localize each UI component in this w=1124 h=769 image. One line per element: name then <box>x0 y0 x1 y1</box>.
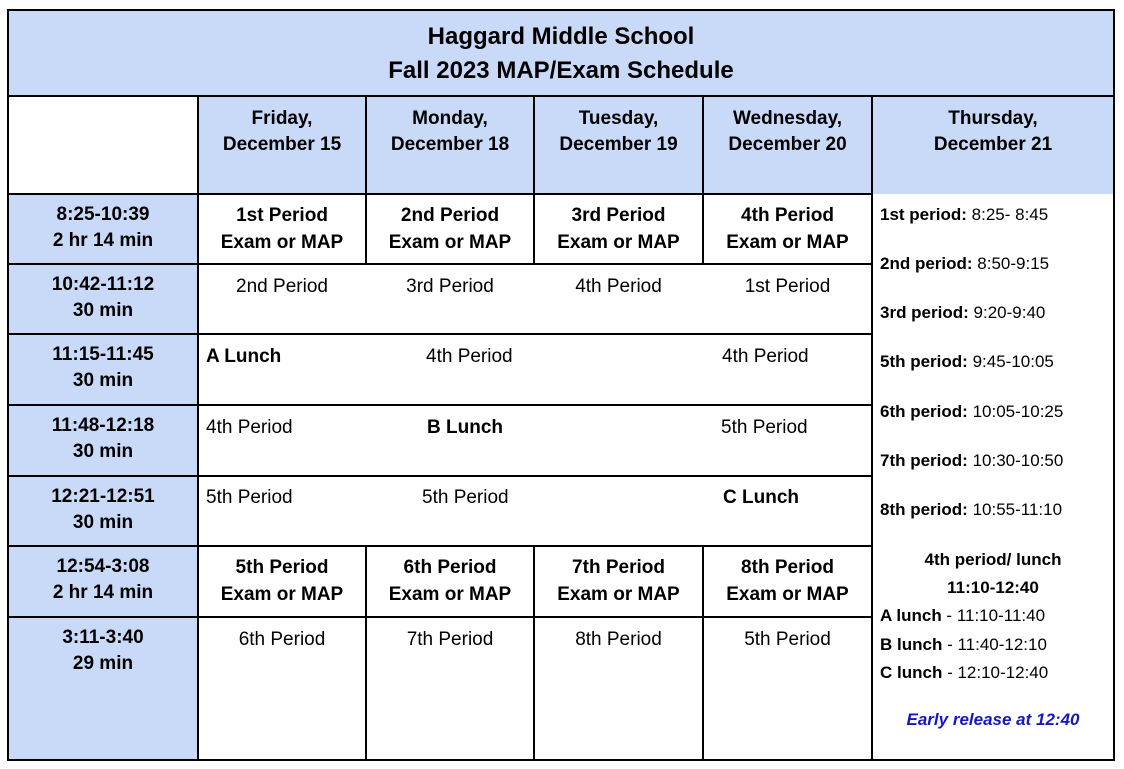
thursday-period <box>880 401 1063 423</box>
lunch-row1-group-b: 4th Period <box>426 346 513 367</box>
lunch-a-label: A Lunch <box>206 346 282 367</box>
exam-type: Exam or MAP <box>388 232 512 253</box>
time-slot-3 <box>8 334 198 394</box>
lunch-time: 12:10-12:40 <box>957 663 1049 682</box>
time-slot-4 <box>8 405 198 465</box>
day-name: Wednesday, <box>732 108 843 129</box>
exam-period: 2nd Period <box>400 205 500 226</box>
period-name: 5th period: <box>880 352 968 371</box>
period-name: 6th period: <box>880 402 968 421</box>
thursday-period <box>880 302 1045 324</box>
day-date: December 18 <box>390 134 510 155</box>
thursday-period <box>880 351 1054 373</box>
period-cell <box>534 617 703 653</box>
time-range: 3:11-3:40 <box>62 627 144 648</box>
time-range: 10:42-11:12 <box>51 274 155 295</box>
schedule-name: Fall 2023 MAP/Exam Schedule <box>388 57 734 84</box>
time-duration: 2 hr 14 min <box>52 230 154 251</box>
exam-period: 8th Period <box>741 557 834 578</box>
early-release-note: Early release at 12:40 <box>906 710 1080 729</box>
header-monday <box>366 96 534 168</box>
lunch-separator: - <box>942 635 958 654</box>
period-name: 8th period: <box>880 500 968 519</box>
exam-type: Exam or MAP <box>557 232 680 253</box>
time-slot-1 <box>8 194 198 254</box>
time-slot-7 <box>8 617 198 677</box>
lunch-c-label: C Lunch <box>723 487 799 508</box>
period-time: 8:25- 8:45 <box>971 205 1049 224</box>
period-label: 5th Period <box>744 629 831 650</box>
time-range: 8:25-10:39 <box>56 204 150 225</box>
exam-period: 6th Period <box>403 557 497 578</box>
time-range: 12:21-12:51 <box>51 486 155 507</box>
thursday-period <box>880 253 1049 275</box>
lunch-row2-group-c: 5th Period <box>721 417 808 438</box>
time-duration: 2 hr 14 min <box>52 582 154 603</box>
exam-cell <box>198 194 366 256</box>
day-name: Tuesday, <box>578 108 659 129</box>
period-cell <box>366 264 534 300</box>
exam-period: 1st Period <box>236 205 328 226</box>
lunch-name: A lunch <box>880 606 942 625</box>
exam-cell <box>534 546 703 608</box>
period-label: 6th Period <box>238 629 326 650</box>
exam-period: 7th Period <box>572 557 665 578</box>
lunch-separator: - <box>941 606 957 625</box>
lunch-name: B lunch <box>880 635 943 654</box>
period-time: 10:05-10:25 <box>972 402 1064 421</box>
day-date: December 15 <box>222 134 342 155</box>
header-thursday <box>872 96 1114 168</box>
exam-cell <box>366 546 534 608</box>
day-name: Friday, <box>251 108 313 129</box>
period-time: 9:45-10:05 <box>972 352 1054 371</box>
time-range: 11:15-11:45 <box>52 344 154 365</box>
period-cell <box>703 617 872 653</box>
thursday-lunch <box>880 662 1048 684</box>
period-label: 4th Period <box>575 276 662 297</box>
period-time: 9:20-9:40 <box>973 303 1046 322</box>
thursday-lunch <box>880 634 1047 656</box>
exam-type: Exam or MAP <box>726 584 849 605</box>
day-date: December 21 <box>933 134 1053 155</box>
period-cell <box>366 617 534 653</box>
school-name: Haggard Middle School <box>427 23 695 50</box>
exam-period: 5th Period <box>235 557 329 578</box>
lunch-heading <box>872 549 1114 571</box>
header-tuesday <box>534 96 703 168</box>
lunch-row3-group-a: 5th Period <box>206 487 293 508</box>
period-name: 7th period: <box>880 451 968 470</box>
exam-cell <box>534 194 703 256</box>
thursday-period <box>880 499 1062 521</box>
period-cell <box>198 617 366 653</box>
exam-type: Exam or MAP <box>726 232 849 253</box>
period-name: 3rd period: <box>880 303 969 322</box>
period-time: 10:30-10:50 <box>972 451 1064 470</box>
time-duration: 30 min <box>72 300 134 321</box>
thursday-period <box>880 450 1063 472</box>
time-slot-6 <box>8 546 198 606</box>
time-duration: 29 min <box>72 653 134 674</box>
thursday-lunch <box>880 605 1045 627</box>
exam-period: 3rd Period <box>571 205 666 226</box>
exam-type: Exam or MAP <box>557 584 680 605</box>
period-time: 10:55-11:10 <box>972 500 1063 519</box>
time-duration: 30 min <box>72 512 134 533</box>
exam-cell <box>703 546 872 608</box>
page-title <box>8 20 1114 88</box>
period-cell <box>534 264 703 300</box>
header-wednesday <box>703 96 872 168</box>
period-name: 2nd period: <box>880 254 973 273</box>
exam-type: Exam or MAP <box>220 584 344 605</box>
time-duration: 30 min <box>72 370 134 391</box>
lunch-window-time: 11:10-12:40 <box>947 578 1039 597</box>
exam-type: Exam or MAP <box>220 232 344 253</box>
period-time: 8:50-9:15 <box>977 254 1050 273</box>
time-slot-2 <box>8 264 198 324</box>
period-label: 2nd Period <box>236 276 328 297</box>
lunch-row2-group-a: 4th Period <box>206 417 293 438</box>
period-cell <box>198 264 366 300</box>
day-date: December 20 <box>728 134 847 155</box>
lunch-separator: - <box>942 663 958 682</box>
lunch-time: 11:10-11:40 <box>956 606 1046 625</box>
thursday-period <box>880 204 1048 226</box>
lunch-row1-group-c: 4th Period <box>722 346 809 367</box>
lunch-window <box>872 577 1114 599</box>
time-range: 12:54-3:08 <box>56 556 150 577</box>
period-cell <box>703 264 872 300</box>
time-slot-5 <box>8 476 198 536</box>
period-label: 3rd Period <box>406 276 494 297</box>
lunch-name: C lunch <box>880 663 943 682</box>
lunch-heading-text: 4th period/ lunch <box>924 550 1062 569</box>
day-name: Monday, <box>412 108 488 129</box>
exam-period: 4th Period <box>741 205 834 226</box>
period-label: 7th Period <box>406 629 494 650</box>
time-range: 11:48-12:18 <box>51 415 155 436</box>
exam-cell <box>366 194 534 256</box>
day-name: Thursday, <box>948 108 1038 129</box>
header-friday <box>198 96 366 168</box>
time-duration: 30 min <box>72 441 134 462</box>
lunch-b-label: B Lunch <box>427 417 503 438</box>
day-date: December 19 <box>559 134 678 155</box>
exam-cell <box>198 546 366 608</box>
exam-type: Exam or MAP <box>388 584 512 605</box>
period-label: 1st Period <box>744 276 831 297</box>
lunch-time: 11:40-12:10 <box>957 635 1047 654</box>
exam-cell <box>703 194 872 256</box>
period-label: 8th Period <box>575 629 662 650</box>
period-name: 1st period: <box>880 205 967 224</box>
lunch-row3-group-b: 5th Period <box>422 487 509 508</box>
